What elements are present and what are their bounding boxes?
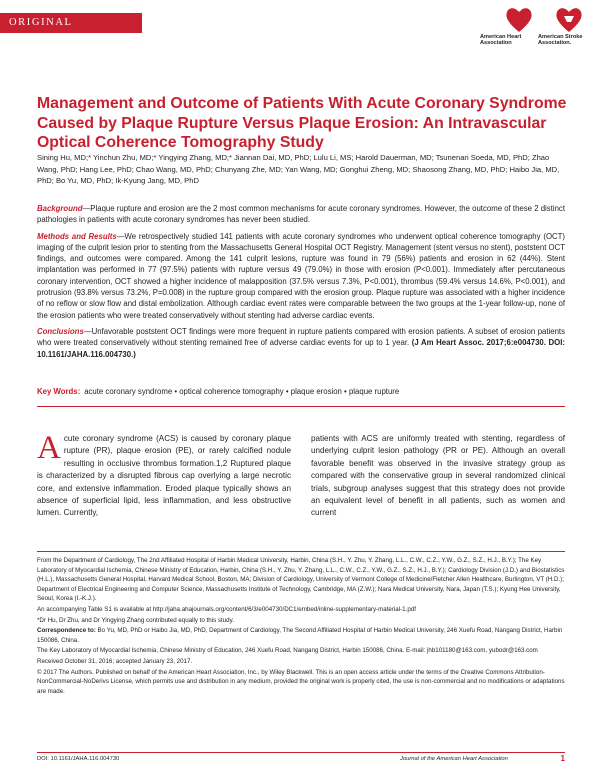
- received-dates: Received October 31, 2016; accepted January 23, 2017.: [37, 657, 193, 665]
- body-column-left: [37, 430, 291, 520]
- license-text: © 2017 The Authors. Published on behalf of the American Heart Association, Inc., by Wiley Blackwell. This is an open access article under the terms of the Creative Commons Attribution-NonCommercial-NoDerivs License, which permits use and distribution in any medium, provided the original work is properly cited, the use is non-commercial and no modifications or adaptations are made.: [37, 668, 565, 695]
- abstract-methods: [37, 231, 565, 321]
- correspondence: [37, 626, 565, 645]
- abstract-background: [37, 203, 565, 226]
- footer-divider: [37, 752, 565, 753]
- page-number: 1: [560, 754, 565, 763]
- correspondence-label: Correspondence to:: [37, 627, 96, 635]
- affiliations-footnotes: [37, 548, 565, 697]
- abstract-conclusions: [37, 326, 565, 360]
- drop-cap: A: [37, 430, 61, 466]
- section-divider: [37, 406, 565, 407]
- conclusions-label: Conclusions: [37, 326, 84, 336]
- aha-heart-torch-icon: [504, 4, 534, 34]
- methods-label: Methods and Results: [37, 231, 117, 241]
- aha-asa-logo: [480, 4, 592, 56]
- correspondence-text: Bo Yu, MD, PhD or Haibo Jia, MD, PhD, Department of Cardiology, The Second Affiliated Hospital of Harbin Medical University, 246 Xuefu Road, Nangang District, Harbin 150086, China.: [37, 627, 563, 644]
- correspondence-address-2: The Key Laboratory of Myocardial Ischemia, Chinese Ministry of Education, 246 Xuefu Road, Nangang District, Harbin 150086, China. E-mail: jhb101180@163.com, yubodr@163.com: [37, 647, 538, 655]
- abstract: [37, 203, 565, 365]
- keywords-text: acute coronary syndrome • optical coherence tomography • plaque erosion • plaque rupture: [84, 387, 400, 396]
- conclusions-text: —Unfavorable poststent OCT findings were more frequent in rupture patients compared with erosion patients. A subset of erosion patients who were treated conservatively without stenting remained free of adverse cardiac events for up to 1 year.: [37, 326, 565, 348]
- body-column-right: patients with ACS are uniformly treated with stenting, regardless of underlying culprit lesion pathology (PR or PE). Although an overall favorable benefit was observed in the invasive strategy group as compared with the conservative group in several randomized clinical trials, subgroup analyses suggest that this strategy does not provide an equivalent level of benefit in all patients, such as women and current: [311, 434, 565, 518]
- body-text-left: cute coronary syndrome (ACS) is caused by coronary plaque rupture (PR), plaque erosion (PE), or rarely calcified nodule resulting in occlusive thrombus formation.1,2 Ruptured plaque is characterized by a disrupted fibrous cap overlying a large necrotic core, and extensive inflammation. Eroded plaque typically shows an absence of superficial lipid, less inflammation, and less obstructive lumen. Currently,: [37, 434, 291, 518]
- footnote-divider: [37, 551, 565, 552]
- keywords-label: Key Words:: [37, 387, 81, 396]
- article-title: Management and Outcome of Patients With Acute Coronary Syndrome Caused by Plaque Rupture Versus Plaque Erosion: An Intravascular Optical Coherence Tomography Study: [37, 95, 567, 151]
- footer-journal: Journal of the American Heart Association: [400, 756, 508, 762]
- asa-heart-icon: [554, 4, 584, 34]
- keywords: [37, 386, 565, 397]
- equal-contribution-note: *Dr Hu, Dr Zhu, and Dr Yingying Zhang contributed equally to this study.: [37, 616, 234, 624]
- background-label: Background: [37, 204, 83, 213]
- asa-wordmark: American Stroke Association.: [538, 34, 583, 47]
- aha-wordmark: American Heart Association: [480, 34, 522, 47]
- background-text: —Plaque rupture and erosion are the 2 most common mechanisms for acute coronary syndromes. However, the outcome of these 2 distinct pathologies in patients with acute coronary syndromes has never been studied.: [37, 204, 565, 225]
- footer-doi: DOI: 10.1161/JAHA.116.004730: [37, 756, 120, 762]
- citation: (J Am Heart Assoc. 2017;6:e004730. DOI: 10.1161/JAHA.116.004730.): [37, 338, 565, 359]
- author-list: Sining Hu, MD;* Yinchun Zhu, MD;* Yingying Zhang, MD;* Jiannan Dai, MD, PhD; Lulu Li, MS; Harold Dauerman, MD; Tsunenari Soeda, MD, PhD; Zhao Wang, PhD; Hang Lee, PhD; Chao Wang, MD, PhD; Chunyang Zhe, MD; Yan Wang, MD; Gonghui Zheng, MD; Shaosong Zhang, MD, PhD; Haibo Jia, MD, PhD; Bo Yu, MD, PhD; Ik-Kyung Jang, MD, PhD: [37, 153, 560, 186]
- article-type-badge: ORIGINAL RESEARCH: [0, 13, 142, 33]
- supplement-link[interactable]: An accompanying Table S1 is available at http://jaha.ahajournals.org/content/6/3/e004730/DC1/embed/inline-supplementary-material-1.pdf: [37, 605, 416, 613]
- affiliation-text: From the Department of Cardiology, The 2nd Affiliated Hospital of Harbin Medical University, Harbin, China (S.H., Y. Zhu, Y. Zhang, L.L., C.W., C.Z., Y.W., G.Z., S.Z., H.J., B.Y.); The Key Laboratory of Myocardial Ischemia, Chinese Ministry of Education, Harbin, China (S.H., Y. Zhu, Y. Zhang, L.L., C.W., C.Z., Y.W., G.Z., S.Z., H.J., B.Y.); Cardiology Division (J.D.) and Biostatistics (H.L.), Massachusetts General Hospital, Harvard Medical School, Boston, MA; Division of Cardiology, University of Vermont College of Medicine/Fletcher Allen Healthcare, Burlington, VT (H.D.); Department of Electrical Engineering and Computer Science, Massachusetts Institute of Technology, Cambridge, MA (Z.W.); Nara Medical University, Nara, Japan (T.S.); Kyung Hee University, Seoul, Korea (I.-K.J.).: [37, 557, 565, 603]
- methods-text: —We retrospectively studied 141 patients with acute coronary syndromes who underwent optical coherence tomography (OCT) imaging of the culprit lesion prior to stenting from the Massachusetts General Hospital OCT Registry. Management (stent versus no stent), poststent OCT findings, and outcomes were compared. Among the 141 culprit lesions, rupture was found in 79 (56%) patients and erosion in 62 (44%). Stent implantation was performed in 77 (97.5%) patients with rupture versus 49 (79.0%) in those with erosion (P<0.001). Immediately after percutaneous coronary intervention, OCT showed a higher incidence of malapposition (37.5% versus 7.3%, P<0.001), thrombus (59.4% versus 14.6%, P<0.001), and protrusion (93.8% versus 73.2%, P=0.008) in the rupture group compared with the erosion group. Plaque rupture was associated with a higher incidence of no reflow or slow flow and distal embolization. Although cardiac event rates were comparable between the two groups at the 1-year follow-up, none of the erosion patients who were treated conservatively without stenting had adverse cardiac events.: [37, 231, 565, 320]
